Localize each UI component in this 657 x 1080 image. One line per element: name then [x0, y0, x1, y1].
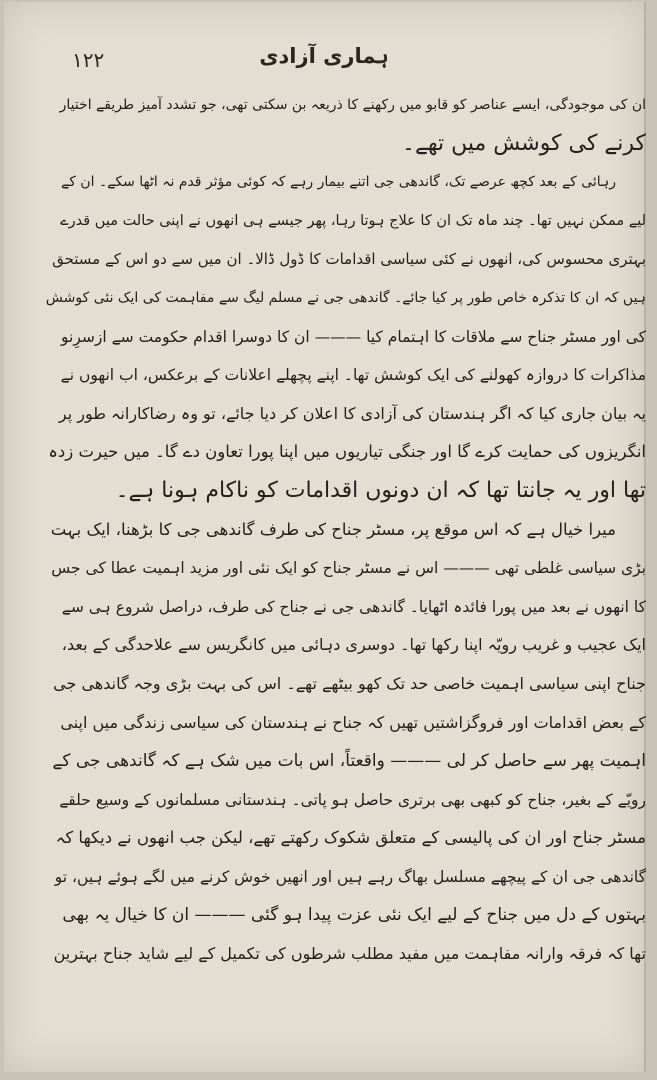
text-line: رویّے کے بغیر، جناح کو کبھی بھی برتری حاصل ہو پاتی۔ ہندستانی مسلمانوں کے وسیع حلقے: [59, 790, 646, 809]
text-line: ان کی موجودگی، ایسے عناصر کو قابو میں رکھنے کا ذریعہ بن سکتی تھی، جو تشدد آمیز طریقے اختیار: [59, 97, 646, 113]
text-line: اہمیت پھر سے حاصل کر لی ——— واقعتاً، اس بات میں شک ہے کہ گاندھی جی کے: [52, 751, 646, 772]
text-line: ایک عجیب و غریب رویّہ اپنا رکھا تھا۔ دوسری دہائی میں کانگریس سے علاحدگی کے بعد،: [61, 635, 646, 655]
text-line: بڑی سیاسی غلطی تھی ——— اس نے مسٹر جناح کو ایک نئی اور مزید اہمیت عطا کی جس: [51, 559, 646, 578]
text-line: کے بعض اقدامات اور فروگزاشتیں تھیں کہ جناح نے ہندستان کی سیاسی زندگی میں اپنی: [60, 712, 646, 732]
text-line: رہائی کے بعد کچھ عرصے تک، گاندھی جی اتنے بیمار رہے کہ کوئی مؤثر قدم نہ اٹھا سکے۔ ان کے: [61, 174, 616, 191]
text-line: انگریزوں کی حمایت کرے گا اور جنگی تیاریوں میں اپنا پورا تعاون دے گا۔ میں حیرت زدہ: [48, 442, 646, 462]
text-line: کی اور مسٹر جناح سے ملاقات کا اہتمام کیا ——— ان کا دوسرا اقدام حکومت سے ازسرِنو: [61, 327, 646, 346]
page-header: [4, 42, 644, 82]
text-line: کرنے کی کوشش میں تھے۔: [402, 130, 646, 156]
text-line: مسٹر جناح اور ان کی پالیسی کے متعلق شکوک رکھتے تھے، لیکن جب انھوں نے دیکھا کہ: [55, 828, 646, 848]
page-number: ١٢٢: [72, 48, 105, 72]
text-line: کا انھوں نے بعد میں پورا فائدہ اٹھایا۔ گاندھی جی نے جناح کی طرف، دراصل شروع ہی سے: [61, 597, 646, 616]
text-line: جناح اپنی سیاسی اہمیت خاصی حد تک کھو بیٹھے تھے۔ اس کی بہت بڑی وجہ گاندھی جی: [53, 673, 646, 693]
text-line: مذاکرات کا دروازہ کھولنے کی ایک کوشش تھا۔ اپنے پچھلے اعلانات کے برعکس، اب انھوں نے: [60, 366, 646, 385]
text-line: گاندھی جی ان کے پیچھے مسلسل بھاگ رہے ہیں اور انھیں خوش کرنے میں لگے ہوئے ہیں، تو: [54, 867, 646, 886]
text-line: میرا خیال ہے کہ اس موقع پر، مسٹر جناح کی طرف گاندھی جی کا بڑھنا، ایک بہت: [50, 519, 616, 539]
body-text: [46, 86, 646, 974]
text-line: لیے ممکن نہیں تھا۔ چند ماہ تک ان کا علاج ہوتا رہا، پھر جیسے ہی انھوں نے اپنی حالت میں قدرے: [60, 212, 646, 229]
running-title: ہماری آزادی: [259, 44, 389, 68]
text-line: بہتوں کے دل میں جناح کے لیے ایک نئی عزت پیدا ہو گئی ——— ان کا خیال یہ بھی: [62, 905, 646, 926]
text-line: ہیں کہ ان کا تذکرہ خاص طور پر کیا جائے۔ گاندھی جی نے مسلم لیگ سے مفاہمت کی ایک نئی کوشش: [46, 289, 646, 306]
text-line: تھا کہ فرقہ وارانہ مفاہمت میں مفید مطلب شرطوں کی تکمیل کے لیے شاید جناح بہترین: [53, 944, 646, 964]
text-line: بہتری محسوس کی، انھوں نے کئی سیاسی اقدامات کا ڈول ڈالا۔ ان میں سے دو اس کے مستحق: [52, 250, 646, 269]
text-line: تھا اور یہ جانتا تھا کہ ان دونوں اقدامات کو ناکام ہونا ہے۔: [115, 477, 646, 503]
text-line: یہ بیان جاری کیا کہ اگر ہندستان کی آزادی کا اعلان کر دیا جائے، تو وہ رضاکارانہ طور پر: [58, 403, 646, 423]
